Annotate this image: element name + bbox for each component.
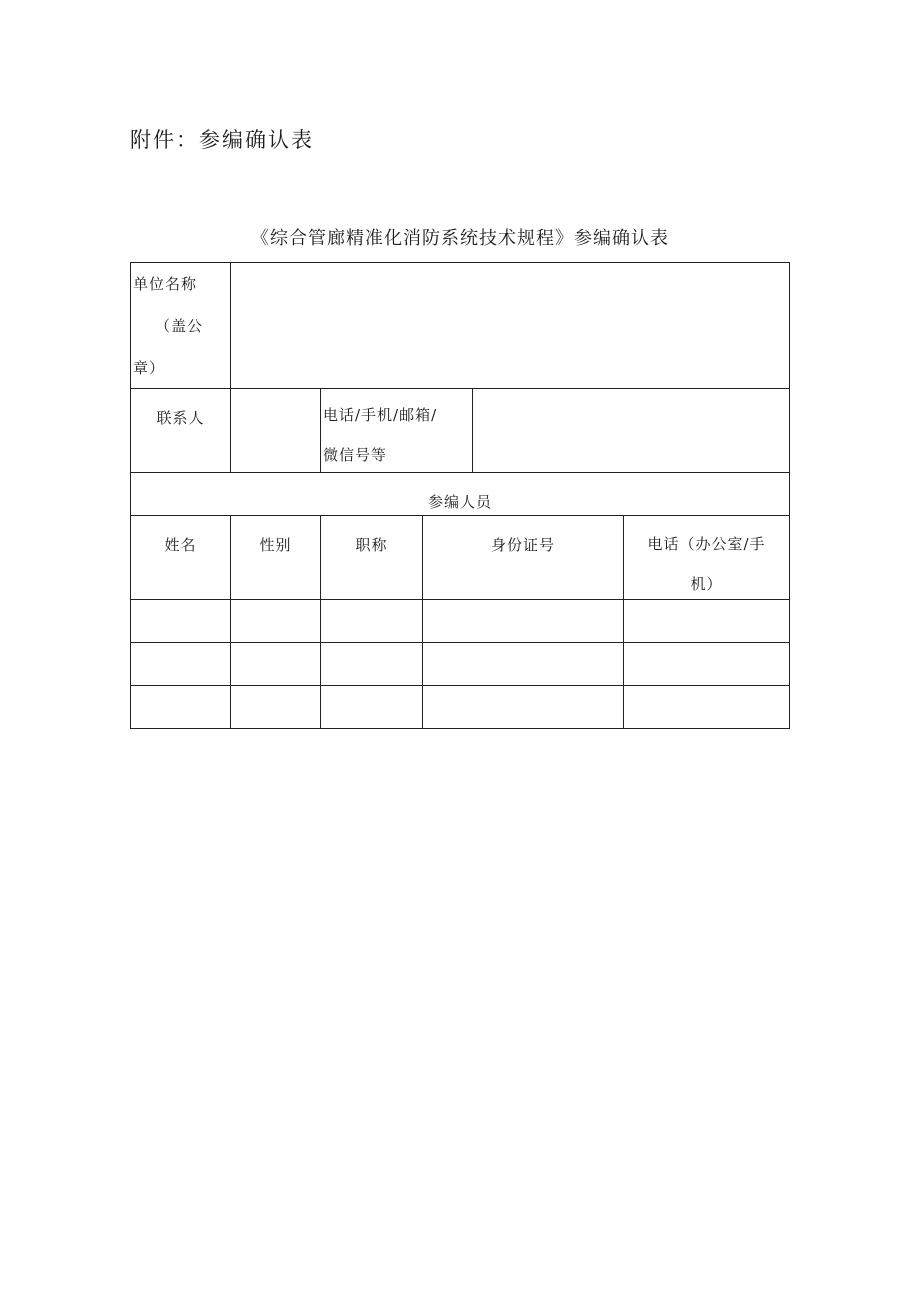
row2-gender-cell[interactable] bbox=[230, 642, 321, 686]
row3-title-cell[interactable] bbox=[320, 685, 423, 729]
col-header-phone bbox=[623, 515, 790, 600]
row2-id-cell[interactable] bbox=[422, 642, 624, 686]
row3-phone-cell[interactable] bbox=[623, 685, 790, 729]
col-header-id-number: 身份证号 bbox=[422, 515, 624, 600]
unit-label-line2: （盖公 bbox=[155, 317, 204, 335]
contact-phone-label-line2: 微信号等 bbox=[323, 446, 388, 464]
row1-id-cell[interactable] bbox=[422, 599, 624, 643]
contact-phone-label-cell bbox=[320, 388, 473, 473]
row1-gender-cell[interactable] bbox=[230, 599, 321, 643]
unit-value-cell[interactable] bbox=[230, 262, 790, 389]
row3-id-cell[interactable] bbox=[422, 685, 624, 729]
contact-phone-value-cell[interactable] bbox=[472, 388, 790, 473]
contact-label-cell: 联系人 bbox=[130, 388, 231, 473]
row2-title-cell[interactable] bbox=[320, 642, 423, 686]
unit-label-cell bbox=[130, 262, 231, 389]
unit-label-line1: 单位名称 bbox=[133, 275, 198, 293]
contact-phone-label-line1: 电话/手机/邮箱/ bbox=[323, 406, 438, 424]
row2-phone-cell[interactable] bbox=[623, 642, 790, 686]
unit-label-line3: 章） bbox=[133, 359, 166, 377]
contact-value-cell[interactable] bbox=[230, 388, 321, 473]
col-header-name: 姓名 bbox=[130, 515, 231, 600]
participants-section-label: 参编人员 bbox=[130, 472, 790, 516]
form-title: 《综合管廊精准化消防系统技术规程》参编确认表 bbox=[251, 228, 669, 249]
row3-name-cell[interactable] bbox=[130, 685, 231, 729]
col-header-phone-line1: 电话（办公室/手 bbox=[647, 535, 766, 553]
row1-title-cell[interactable] bbox=[320, 599, 423, 643]
col-header-gender: 性别 bbox=[230, 515, 321, 600]
row1-phone-cell[interactable] bbox=[623, 599, 790, 643]
row2-name-cell[interactable] bbox=[130, 642, 231, 686]
row3-gender-cell[interactable] bbox=[230, 685, 321, 729]
col-header-title: 职称 bbox=[320, 515, 423, 600]
row1-name-cell[interactable] bbox=[130, 599, 231, 643]
col-header-phone-line2: 机） bbox=[690, 575, 723, 593]
attachment-title: 附件：参编确认表 bbox=[130, 128, 314, 152]
